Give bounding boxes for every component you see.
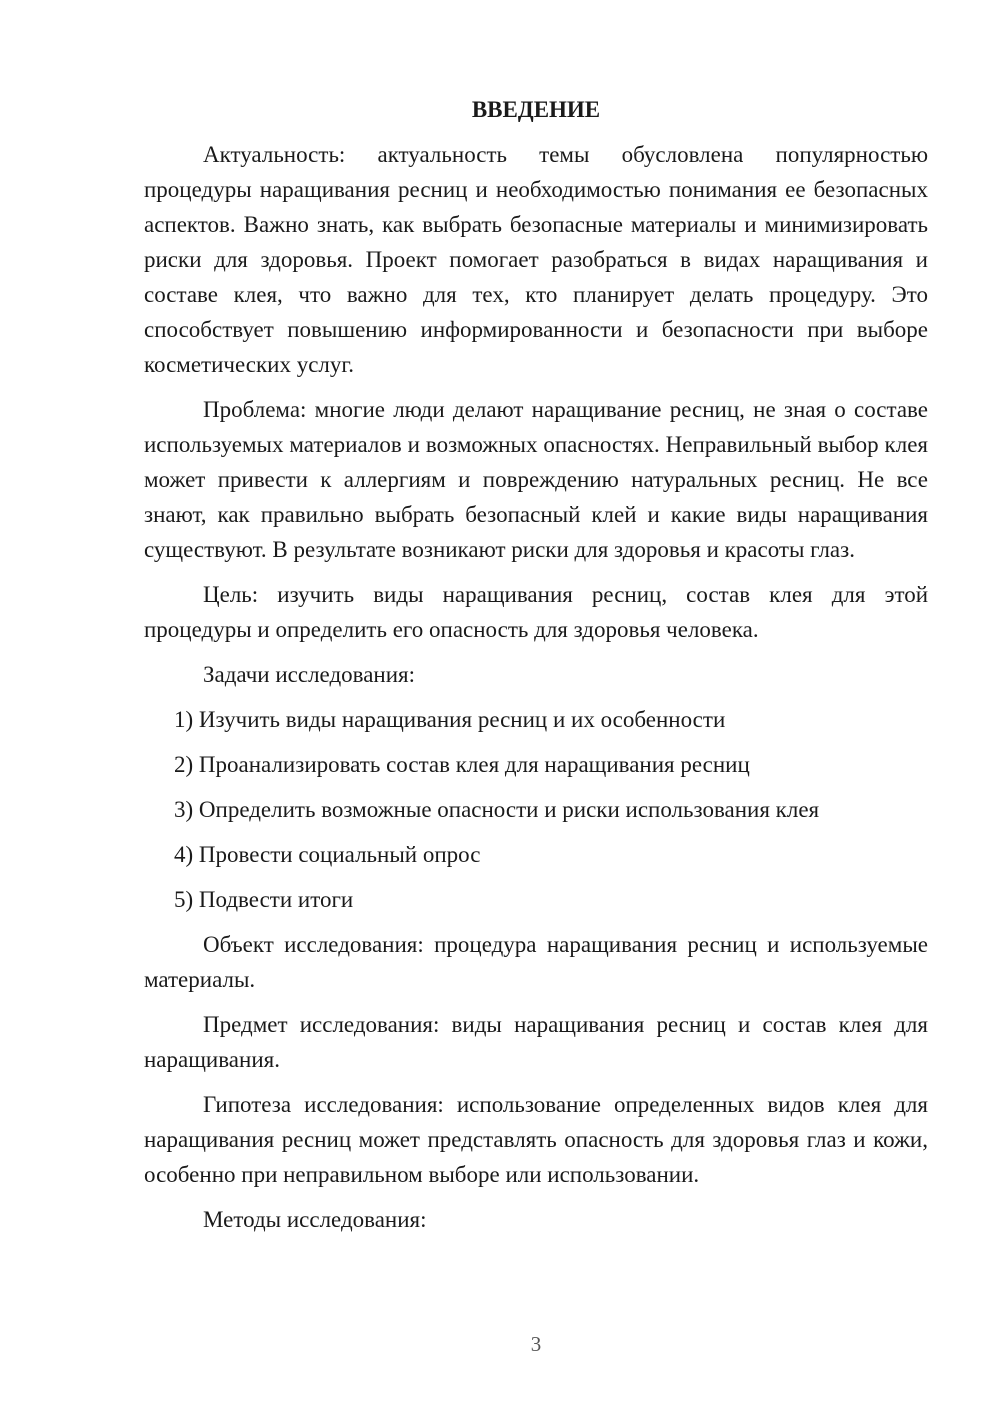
list-item: 3) Определить возможные опасности и риски использования клея <box>174 797 820 822</box>
list-item: 5) Подвести итоги <box>174 887 354 912</box>
paragraph-relevance: Актуальность: актуальность темы обусловлена популярностью процедуры наращивания ресниц и необходимостью понимания ее безопасных аспектов. Важно знать, как выбрать безопасные материалы и минимизировать риски для здоровья. Проект помогает разобраться в видах наращивания и составе клея, что важно для тех, кто планирует делать процедуру. Это способствует повышению информированности и безопасности при выборе косметических услуг. <box>144 142 928 377</box>
paragraph-problem: Проблема: многие люди делают наращивание ресниц, не зная о составе используемых материалов и возможных опасностях. Неправильный выбор клея может привести к аллергиям и повреждению натуральных ресниц. Не все знают, как правильно выбрать безопасный клей и какие виды наращивания существуют. В результате возникают риски для здоровья и красоты глаз. <box>144 397 928 562</box>
paragraph-goal: Цель: изучить виды наращивания ресниц, состав клея для этой процедуры и определить его опасность для здоровья человека. <box>144 582 928 642</box>
page-content <box>144 92 928 1247</box>
paragraph-tasks-title: Задачи исследования: <box>203 662 416 687</box>
page-number: 3 <box>530 1332 542 1356</box>
list-item: 4) Провести социальный опрос <box>174 842 481 867</box>
paragraph-methods: Методы исследования: <box>203 1207 427 1232</box>
paragraph-hypothesis: Гипотеза исследования: использование определенных видов клея для наращивания ресниц может представлять опасность для здоровья глаз и кожи, особенно при неправильном выборе или использовании. <box>144 1092 928 1187</box>
paragraph-object: Объект исследования: процедура наращивания ресниц и используемые материалы. <box>144 932 928 992</box>
section-heading: ВВЕДЕНИЕ <box>471 97 601 122</box>
list-item: 2) Проанализировать состав клея для наращивания ресниц <box>174 752 750 777</box>
list-item: 1) Изучить виды наращивания ресниц и их особенности <box>174 707 726 732</box>
paragraph-subject: Предмет исследования: виды наращивания ресниц и состав клея для наращивания. <box>144 1012 928 1072</box>
page-footer <box>0 1332 1000 1357</box>
